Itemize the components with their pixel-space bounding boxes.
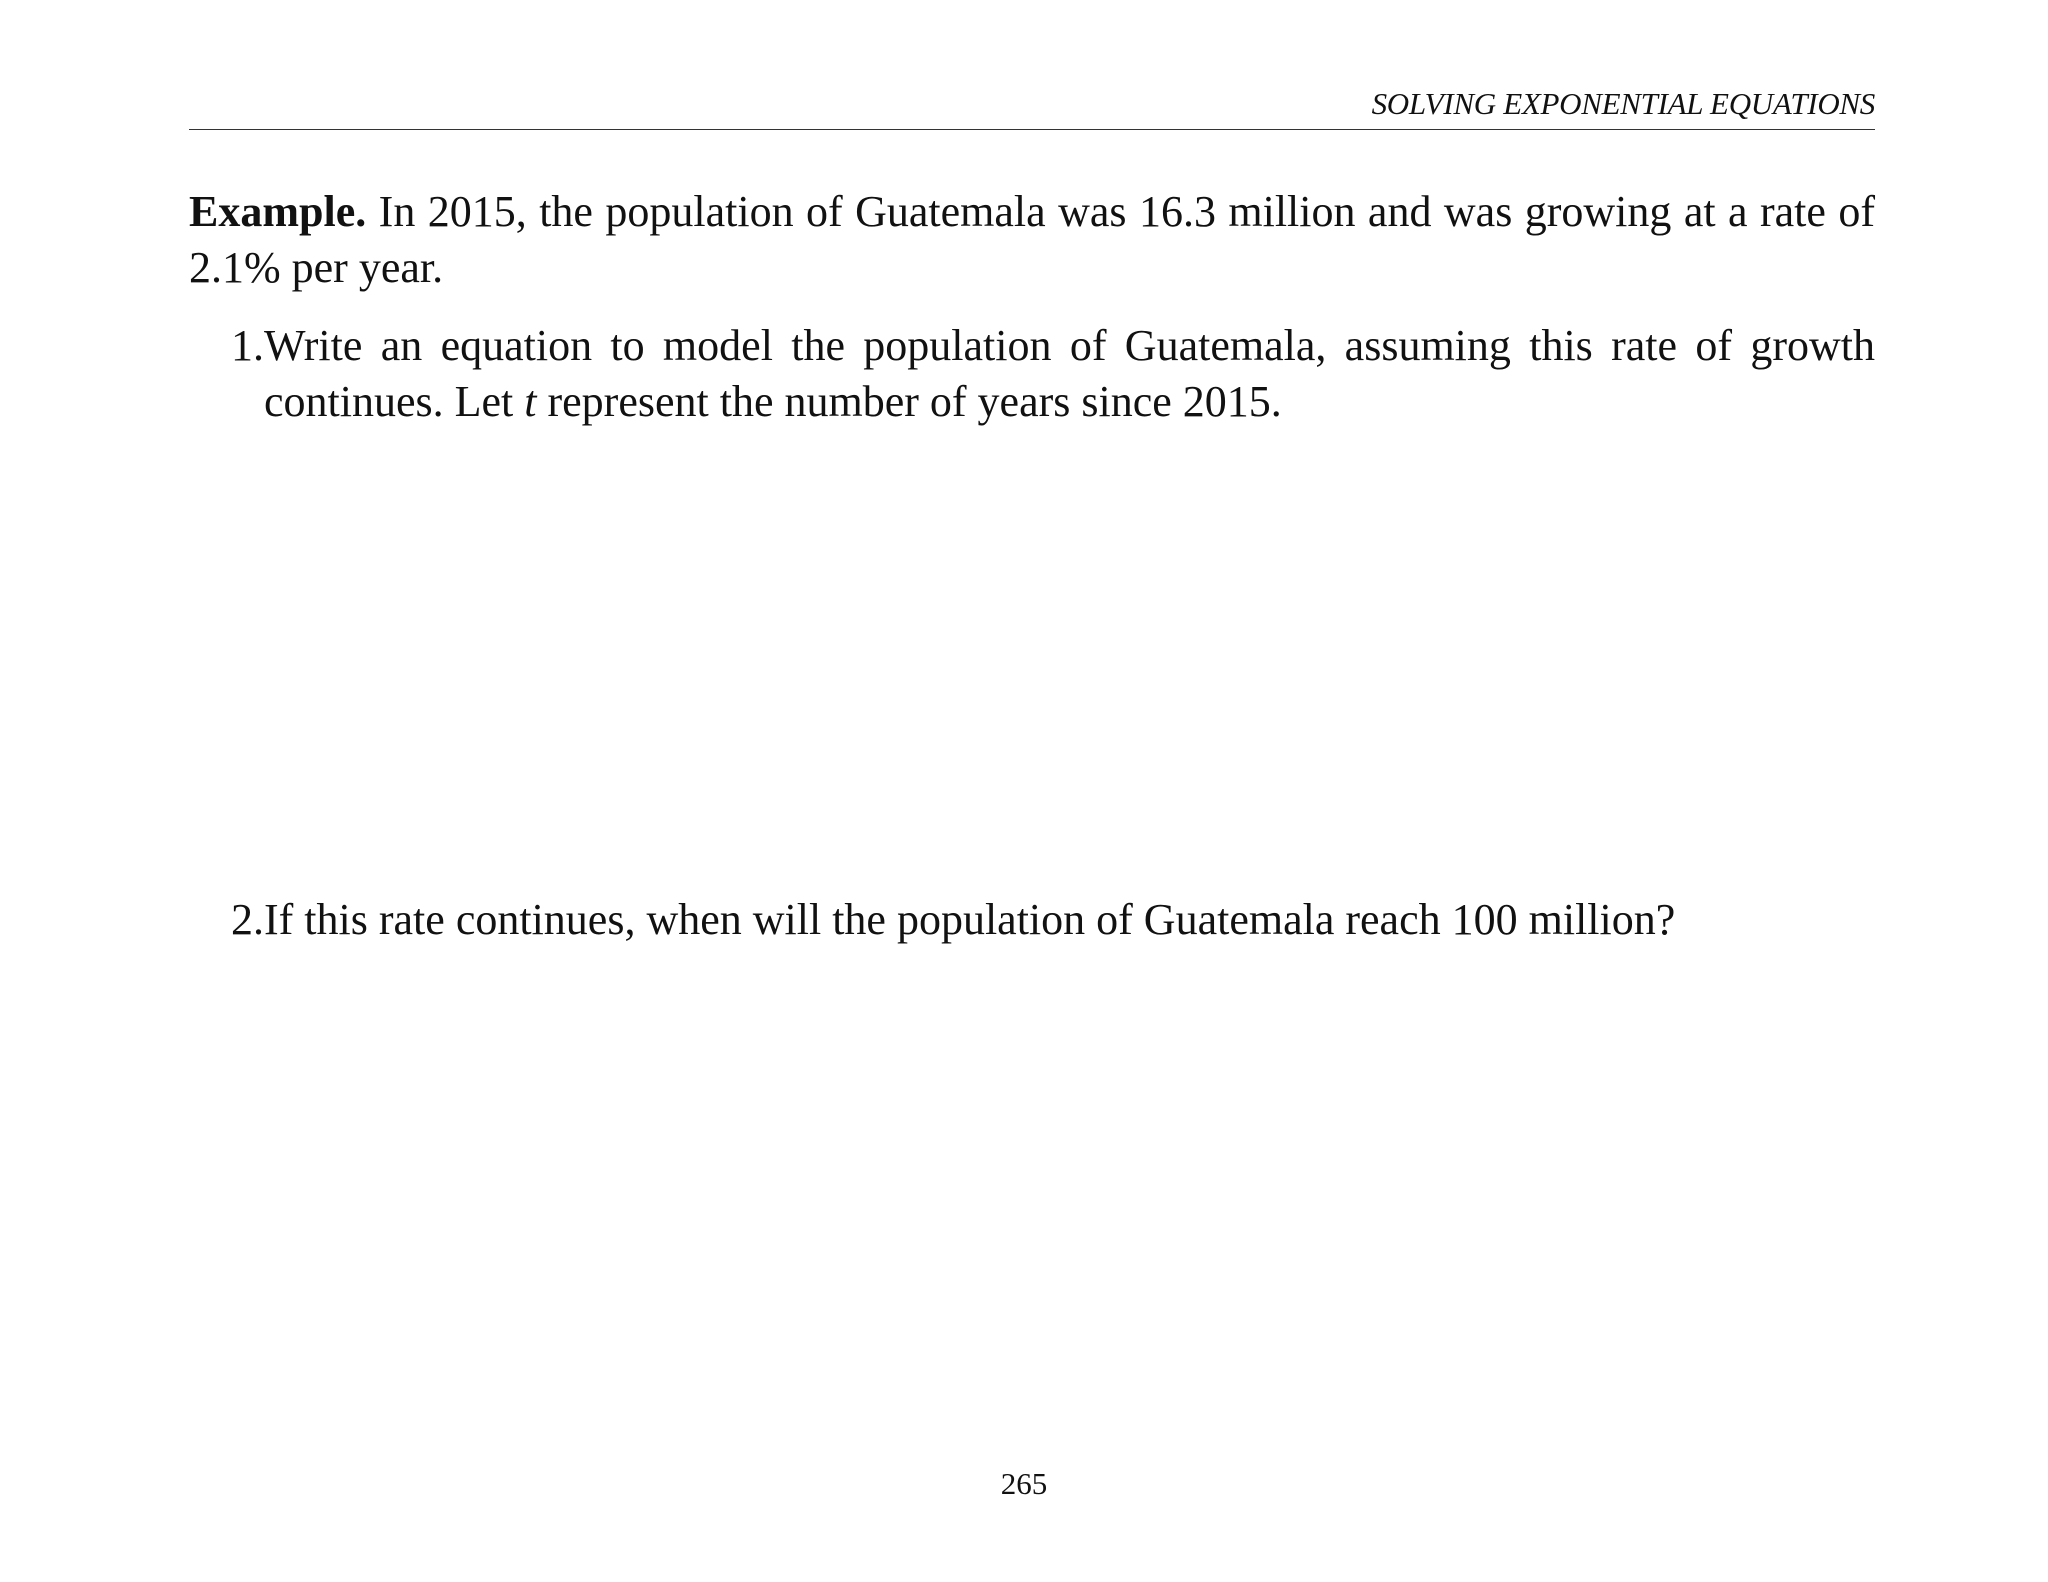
list-item-2 — [208, 892, 1875, 948]
list-item-text: If this rate continues, when will the population of Guatemala reach 100 million? — [264, 895, 1676, 944]
example-paragraph — [189, 184, 1875, 296]
list-item-text — [264, 318, 1875, 430]
example-text: In 2015, the population of Guatemala was 16.3 million and was growing at a rate of 2.1% per year. — [189, 187, 1876, 292]
example-label: Example. — [189, 187, 367, 236]
header-rule — [189, 129, 1875, 130]
item-1-text-before: Write an equation to model the population of Guatemala, assuming this rate of growth continues. Let — [264, 321, 1875, 426]
item-1-text-after: represent the number of years since 2015. — [547, 377, 1282, 426]
list-item-number: 2. — [231, 895, 264, 944]
list-item-1 — [208, 318, 1875, 430]
running-header: SOLVING EXPONENTIAL EQUATIONS — [1371, 86, 1875, 121]
list-item-number: 1. — [231, 321, 264, 370]
variable-t: t — [524, 377, 537, 426]
page-number: 265 — [1000, 1466, 1048, 1501]
